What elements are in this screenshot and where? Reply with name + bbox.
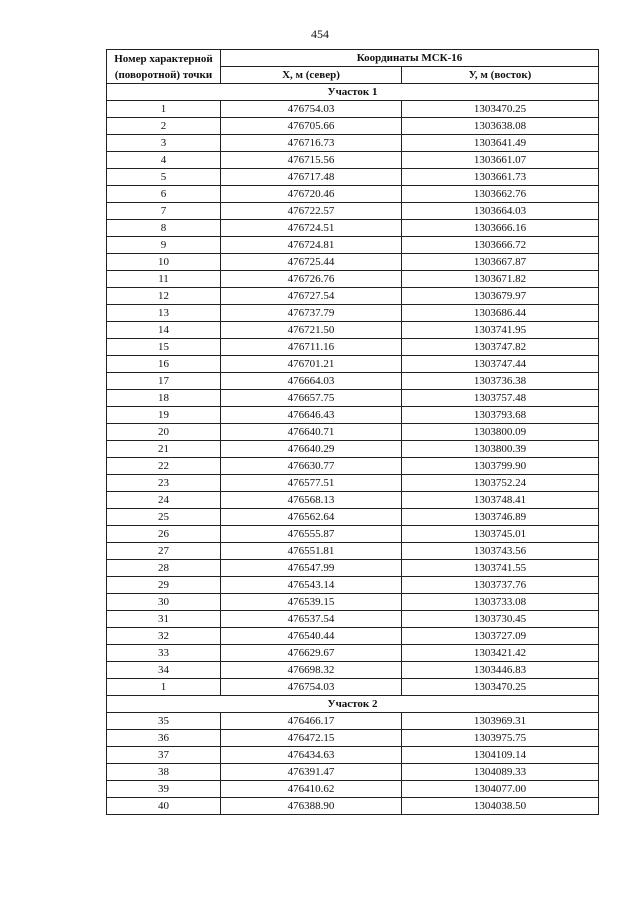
x-coordinate-cell: 476410.62 [221, 781, 402, 798]
point-number-cell: 37 [107, 747, 221, 764]
y-coordinate-cell: 1303679.97 [402, 288, 599, 305]
table-row [107, 152, 599, 169]
x-coordinate-cell: 476640.29 [221, 441, 402, 458]
table-row [107, 475, 599, 492]
y-coordinate-cell: 1303736.38 [402, 373, 599, 390]
y-coordinate-cell: 1303666.72 [402, 237, 599, 254]
table-row [107, 288, 599, 305]
point-number-cell: 26 [107, 526, 221, 543]
table-row [107, 339, 599, 356]
table-row [107, 560, 599, 577]
y-coordinate-cell: 1303470.25 [402, 101, 599, 118]
header-x-north: Х, м (север) [221, 67, 402, 84]
x-coordinate-cell: 476725.44 [221, 254, 402, 271]
y-coordinate-cell: 1303421.42 [402, 645, 599, 662]
y-coordinate-cell: 1304077.00 [402, 781, 599, 798]
y-coordinate-cell: 1303686.44 [402, 305, 599, 322]
y-coordinate-cell: 1303800.39 [402, 441, 599, 458]
x-coordinate-cell: 476715.56 [221, 152, 402, 169]
table-row [107, 186, 599, 203]
table-row [107, 254, 599, 271]
y-coordinate-cell: 1303793.68 [402, 407, 599, 424]
y-coordinate-cell: 1303446.83 [402, 662, 599, 679]
x-coordinate-cell: 476629.67 [221, 645, 402, 662]
y-coordinate-cell: 1303661.73 [402, 169, 599, 186]
point-number-cell: 27 [107, 543, 221, 560]
point-number-cell: 25 [107, 509, 221, 526]
point-number-cell: 12 [107, 288, 221, 305]
y-coordinate-cell: 1303733.08 [402, 594, 599, 611]
point-number-cell: 11 [107, 271, 221, 288]
y-coordinate-cell: 1303667.87 [402, 254, 599, 271]
table-row [107, 441, 599, 458]
x-coordinate-cell: 476434.63 [221, 747, 402, 764]
point-number-cell: 34 [107, 662, 221, 679]
table-row [107, 577, 599, 594]
point-number-cell: 5 [107, 169, 221, 186]
table-row [107, 101, 599, 118]
table-body [107, 84, 599, 815]
y-coordinate-cell: 1303741.95 [402, 322, 599, 339]
y-coordinate-cell: 1304109.14 [402, 747, 599, 764]
section-title: Участок 1 [107, 84, 599, 101]
table-row [107, 424, 599, 441]
table-row [107, 543, 599, 560]
x-coordinate-cell: 476657.75 [221, 390, 402, 407]
y-coordinate-cell: 1303730.45 [402, 611, 599, 628]
y-coordinate-cell: 1303747.44 [402, 356, 599, 373]
point-number-cell: 9 [107, 237, 221, 254]
x-coordinate-cell: 476537.54 [221, 611, 402, 628]
y-coordinate-cell: 1303969.31 [402, 713, 599, 730]
table-row [107, 458, 599, 475]
point-number-cell: 36 [107, 730, 221, 747]
table-row [107, 798, 599, 815]
table-row [107, 169, 599, 186]
point-number-cell: 19 [107, 407, 221, 424]
x-coordinate-cell: 476737.79 [221, 305, 402, 322]
point-number-cell: 17 [107, 373, 221, 390]
point-number-cell: 22 [107, 458, 221, 475]
x-coordinate-cell: 476551.81 [221, 543, 402, 560]
point-number-cell: 24 [107, 492, 221, 509]
x-coordinate-cell: 476630.77 [221, 458, 402, 475]
point-number-cell: 23 [107, 475, 221, 492]
x-coordinate-cell: 476720.46 [221, 186, 402, 203]
x-coordinate-cell: 476716.73 [221, 135, 402, 152]
x-coordinate-cell: 476721.50 [221, 322, 402, 339]
x-coordinate-cell: 476388.90 [221, 798, 402, 815]
point-number-cell: 30 [107, 594, 221, 611]
point-number-cell: 28 [107, 560, 221, 577]
y-coordinate-cell: 1303799.90 [402, 458, 599, 475]
point-number-cell: 21 [107, 441, 221, 458]
point-number-cell: 35 [107, 713, 221, 730]
y-coordinate-cell: 1303661.07 [402, 152, 599, 169]
point-number-cell: 38 [107, 764, 221, 781]
point-number-cell: 20 [107, 424, 221, 441]
y-coordinate-cell: 1303746.89 [402, 509, 599, 526]
x-coordinate-cell: 476664.03 [221, 373, 402, 390]
table-row [107, 356, 599, 373]
x-coordinate-cell: 476391.47 [221, 764, 402, 781]
y-coordinate-cell: 1303800.09 [402, 424, 599, 441]
table-row [107, 713, 599, 730]
y-coordinate-cell: 1303741.55 [402, 560, 599, 577]
table-row [107, 611, 599, 628]
y-coordinate-cell: 1303641.49 [402, 135, 599, 152]
y-coordinate-cell: 1303747.82 [402, 339, 599, 356]
y-coordinate-cell: 1303664.03 [402, 203, 599, 220]
y-coordinate-cell: 1303752.24 [402, 475, 599, 492]
table-row [107, 322, 599, 339]
x-coordinate-cell: 476726.76 [221, 271, 402, 288]
table-row [107, 747, 599, 764]
table-row [107, 594, 599, 611]
table-row [107, 628, 599, 645]
y-coordinate-cell: 1303470.25 [402, 679, 599, 696]
x-coordinate-cell: 476466.17 [221, 713, 402, 730]
point-number-cell: 8 [107, 220, 221, 237]
table-row [107, 492, 599, 509]
table-row [107, 271, 599, 288]
x-coordinate-cell: 476555.87 [221, 526, 402, 543]
point-number-cell: 32 [107, 628, 221, 645]
x-coordinate-cell: 476701.21 [221, 356, 402, 373]
point-number-cell: 16 [107, 356, 221, 373]
point-number-cell: 18 [107, 390, 221, 407]
y-coordinate-cell: 1303662.76 [402, 186, 599, 203]
point-number-cell: 10 [107, 254, 221, 271]
header-coordinates-title: Координаты МСК-16 [221, 50, 599, 67]
x-coordinate-cell: 476472.15 [221, 730, 402, 747]
table-row [107, 645, 599, 662]
section-header-row [107, 696, 599, 713]
section-title: Участок 2 [107, 696, 599, 713]
point-number-cell: 3 [107, 135, 221, 152]
point-number-cell: 1 [107, 101, 221, 118]
y-coordinate-cell: 1303737.76 [402, 577, 599, 594]
y-coordinate-cell: 1304089.33 [402, 764, 599, 781]
header-point-number: Номер характерной (поворотной) точки [107, 50, 221, 84]
table-row [107, 237, 599, 254]
y-coordinate-cell: 1303743.56 [402, 543, 599, 560]
y-coordinate-cell: 1303757.48 [402, 390, 599, 407]
x-coordinate-cell: 476543.14 [221, 577, 402, 594]
y-coordinate-cell: 1303748.41 [402, 492, 599, 509]
point-number-cell: 15 [107, 339, 221, 356]
table-row [107, 118, 599, 135]
point-number-cell: 40 [107, 798, 221, 815]
y-coordinate-cell: 1303638.08 [402, 118, 599, 135]
x-coordinate-cell: 476539.15 [221, 594, 402, 611]
header-y-east: У, м (восток) [402, 67, 599, 84]
page-number: 454 [311, 27, 329, 41]
x-coordinate-cell: 476698.32 [221, 662, 402, 679]
x-coordinate-cell: 476711.16 [221, 339, 402, 356]
x-coordinate-cell: 476722.57 [221, 203, 402, 220]
point-number-cell: 33 [107, 645, 221, 662]
table-row [107, 373, 599, 390]
x-coordinate-cell: 476724.51 [221, 220, 402, 237]
y-coordinate-cell: 1304038.50 [402, 798, 599, 815]
y-coordinate-cell: 1303745.01 [402, 526, 599, 543]
y-coordinate-cell: 1303975.75 [402, 730, 599, 747]
table-row [107, 730, 599, 747]
point-number-cell: 2 [107, 118, 221, 135]
section-header-row [107, 84, 599, 101]
y-coordinate-cell: 1303727.09 [402, 628, 599, 645]
table-row [107, 509, 599, 526]
x-coordinate-cell: 476705.66 [221, 118, 402, 135]
x-coordinate-cell: 476577.51 [221, 475, 402, 492]
x-coordinate-cell: 476717.48 [221, 169, 402, 186]
x-coordinate-cell: 476754.03 [221, 679, 402, 696]
y-coordinate-cell: 1303666.16 [402, 220, 599, 237]
x-coordinate-cell: 476568.13 [221, 492, 402, 509]
table-row [107, 135, 599, 152]
point-number-cell: 39 [107, 781, 221, 798]
y-coordinate-cell: 1303671.82 [402, 271, 599, 288]
table-row [107, 781, 599, 798]
point-number-cell: 14 [107, 322, 221, 339]
table-row [107, 662, 599, 679]
coordinates-table [106, 49, 599, 815]
table-row [107, 220, 599, 237]
table-header [107, 50, 599, 84]
table-row [107, 203, 599, 220]
point-number-cell: 7 [107, 203, 221, 220]
x-coordinate-cell: 476547.99 [221, 560, 402, 577]
table-row [107, 526, 599, 543]
point-number-cell: 13 [107, 305, 221, 322]
point-number-cell: 4 [107, 152, 221, 169]
table-row [107, 390, 599, 407]
table-row [107, 679, 599, 696]
x-coordinate-cell: 476562.64 [221, 509, 402, 526]
table-row [107, 764, 599, 781]
point-number-cell: 1 [107, 679, 221, 696]
point-number-cell: 29 [107, 577, 221, 594]
point-number-cell: 6 [107, 186, 221, 203]
table-row [107, 407, 599, 424]
x-coordinate-cell: 476724.81 [221, 237, 402, 254]
x-coordinate-cell: 476727.54 [221, 288, 402, 305]
x-coordinate-cell: 476646.43 [221, 407, 402, 424]
x-coordinate-cell: 476754.03 [221, 101, 402, 118]
x-coordinate-cell: 476640.71 [221, 424, 402, 441]
x-coordinate-cell: 476540.44 [221, 628, 402, 645]
table-row [107, 305, 599, 322]
point-number-cell: 31 [107, 611, 221, 628]
